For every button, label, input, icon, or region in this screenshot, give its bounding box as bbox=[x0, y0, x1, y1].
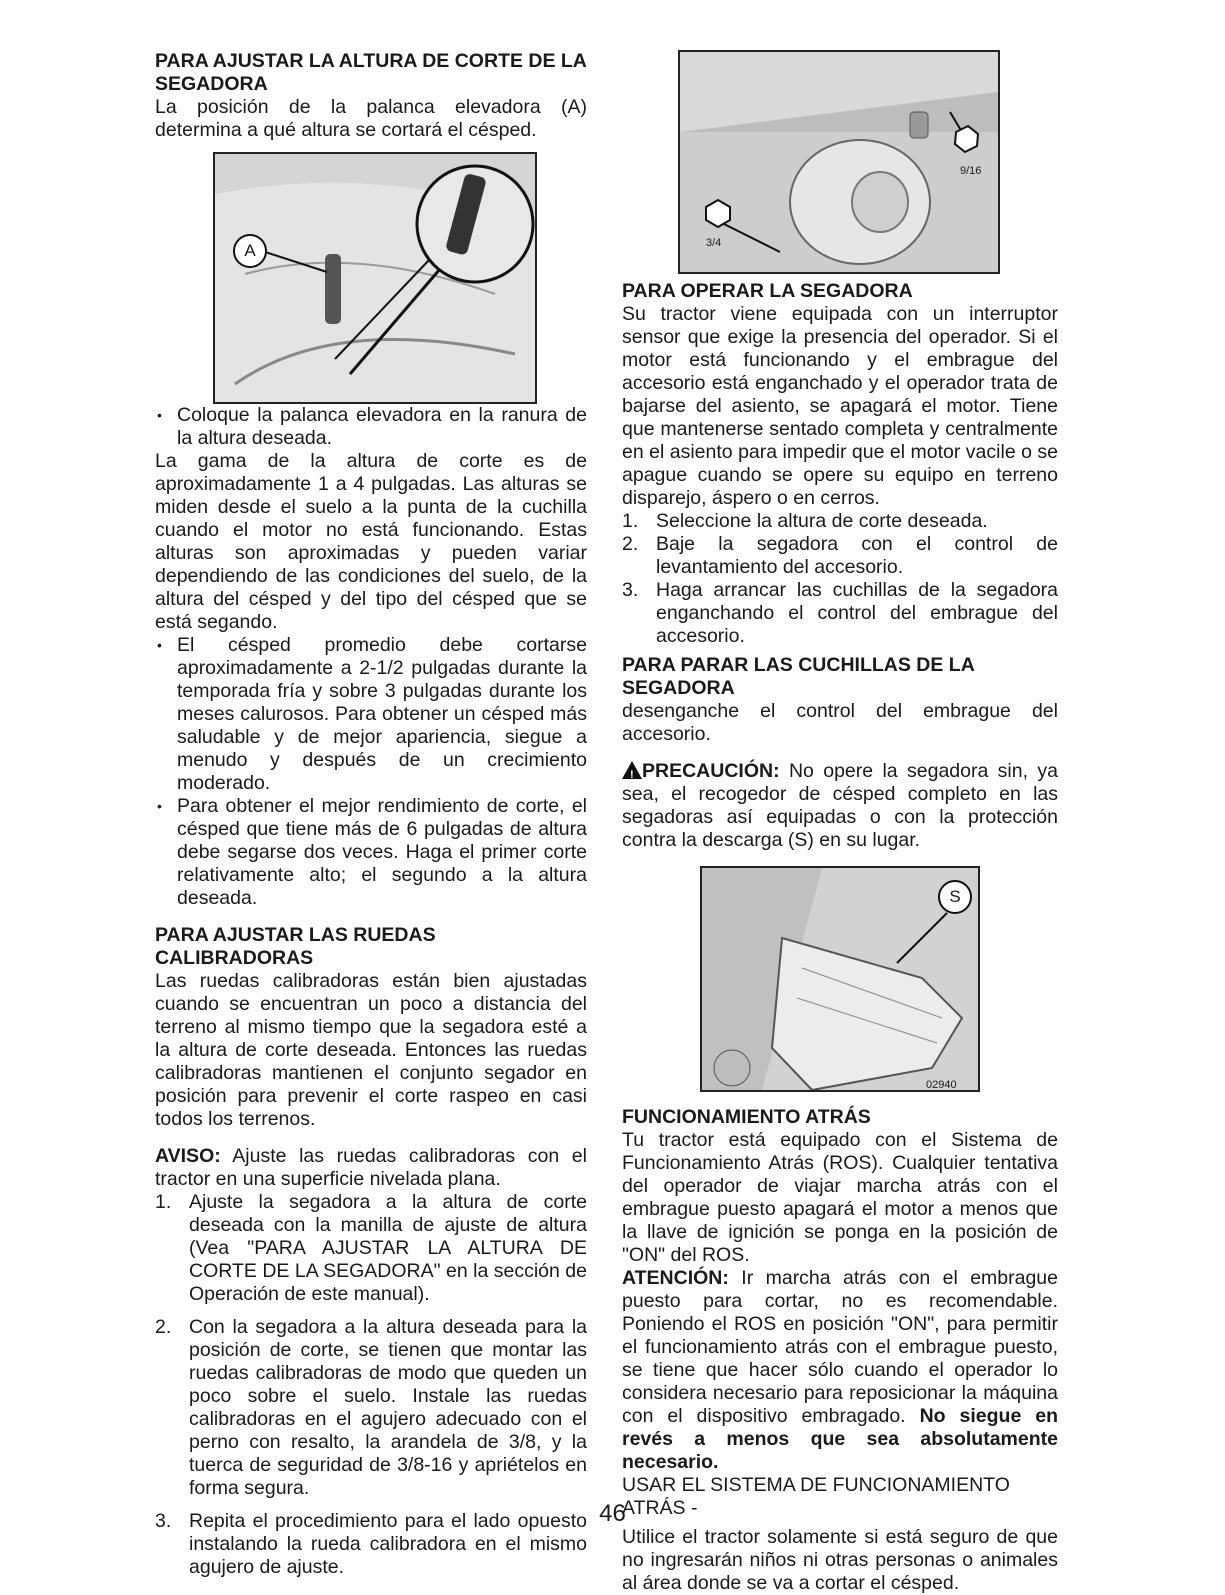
paragraph-gauge-wheels: Las ruedas calibradoras están bien ajustadas cuando se encuentran un poco a distancia del terreno al mismo tiempo que la segadora esté a la altura de corte deseada. Entonces las ruedas calibradoras mantienen el conjunto segador en posición para prevenir el corte raspeo en casi todos los terrenos. bbox=[155, 970, 587, 1130]
lift-lever-illustration bbox=[215, 154, 535, 402]
list-item bbox=[155, 1191, 587, 1306]
list-item bbox=[622, 510, 1058, 533]
step-number: 2. bbox=[622, 533, 639, 555]
step-number: 1. bbox=[622, 510, 639, 532]
step-text: Ajuste la segadora a la altura de corte deseada con la manilla de ajuste de altura (Vea "PARA AJUSTAR LA ALTURA DE CORTE DE LA SEGADORA" en la sección de Operación de este manual). bbox=[189, 1191, 587, 1305]
step-number: 3. bbox=[622, 579, 639, 601]
left-column bbox=[155, 50, 587, 1579]
figure-code: 02940 bbox=[926, 1079, 957, 1091]
paragraph-ros: Tu tractor está equipado con el Sistema de Funcionamiento Atrás (ROS). Cualquier tentativa del operador de viajar marcha atrás con el embrague puesto apagará el motor a menos que la llave de ignición se ponga en la posición de "ON" del ROS. bbox=[622, 1129, 1058, 1266]
list-item: • Coloque la palanca elevadora en la ranura de la altura deseada. bbox=[155, 404, 587, 450]
paragraph-height-range: La gama de la altura de corte es de aproximadamente 1 a 4 pulgadas. Las alturas se miden desde el suelo a la punta de la cuchilla cuando el motor no está funcionando. Estas alturas son aproximadas y pueden variar dependiendo de las condiciones del suelo, de la altura del césped y del tipo del césped que se está segando. bbox=[155, 450, 587, 633]
heading-operate-mower: PARA OPERAR LA SEGADORA bbox=[622, 280, 913, 302]
step-text: Repita el procedimiento para el lado opuesto instalando la rueda calibradora en el mismo agujero de ajuste. bbox=[189, 1510, 587, 1578]
step-text: Haga arrancar las cuchillas de la segadora enganchando el control del embrague del accesorio. bbox=[656, 579, 1058, 647]
attention-paragraph bbox=[622, 1267, 1058, 1474]
step-text: Seleccione la altura de corte deseada. bbox=[656, 510, 988, 532]
warning-triangle-icon: ! bbox=[622, 761, 642, 779]
callout-s: S bbox=[938, 880, 972, 914]
list-item: • Para obtener el mejor rendimiento de corte, el césped que tiene más de 6 pulgadas de altura debe segarse dos veces. Haga el primer corte relativamente alto; el segundo a la altura deseada. bbox=[155, 795, 587, 910]
paragraph-safety: Utilice el tractor solamente si está seguro de que no ingresarán niños ni otras personas o animales al área donde se va a cortar el césped. bbox=[622, 1526, 1058, 1594]
size-label-3-4: 3/4 bbox=[706, 237, 722, 249]
notice-paragraph bbox=[155, 1145, 587, 1191]
gauge-wheel-illustration bbox=[680, 52, 998, 272]
step-number: 1. bbox=[155, 1191, 172, 1213]
bullet-list-1 bbox=[155, 404, 587, 450]
step-text: Baje la segadora con el control de levantamiento del accesorio. bbox=[656, 533, 1058, 578]
heading-reverse-operation: FUNCIONAMIENTO ATRÁS bbox=[622, 1106, 871, 1128]
paragraph-use-ros: USAR EL SISTEMA DE FUNCIONAMIENTO ATRÁS - bbox=[622, 1474, 1010, 1519]
figure-gauge-wheel bbox=[678, 50, 1000, 274]
size-label-9-16: 9/16 bbox=[960, 165, 982, 177]
attention-bold: No siegue en revés a menos que sea absolutamente necesario. bbox=[622, 1405, 1058, 1473]
step-number: 2. bbox=[155, 1316, 172, 1338]
list-item bbox=[622, 579, 1058, 648]
paragraph-lever-position: La posición de la palanca elevadora (A) determina a qué altura se cortará el césped. bbox=[155, 96, 587, 141]
list-item bbox=[622, 533, 1058, 579]
heading-gauge-wheels: PARA AJUSTAR LAS RUEDAS CALIBRADORAS bbox=[155, 924, 436, 969]
attention-text: Ir marcha atrás con el embrague puesto para cortar, no es recomendable. Poniendo el ROS en posición "ON", para permitir el funcionamiento atrás con el embrague puesto, se tiene que hacer sólo cuando el operador lo considera necesario para reposicionar la máquina con el dispositivo embragado. bbox=[622, 1267, 1058, 1427]
heading-cut-height: PARA AJUSTAR LA ALTURA DE CORTE DE LA SEGADORA bbox=[155, 50, 587, 95]
list-item: • El césped promedio debe cortarse aproximadamente a 2-1/2 pulgadas durante la temporada fría y sobre 3 pulgadas durante los meses calurosos. Para obtener un césped más saludable y de mejor apariencia, siegue a menudo y después de un crecimiento moderado. bbox=[155, 634, 587, 795]
step-text: Con la segadora a la altura deseada para la posición de corte, se tienen que montar las ruedas calibradoras de modo que queden un poco sobre el suelo. Instale las ruedas calibradoras en el agujero adecuado con el perno con resalto, la arandela de 3/8, y la tuerca de seguridad de 3/8-16 y apriételos en forma segura. bbox=[189, 1316, 587, 1499]
callout-a: A bbox=[233, 234, 267, 268]
paragraph-operator-presence: Su tractor viene equipada con un interruptor sensor que exige la presencia del operador. Si el motor está funcionando y el embrague del accesorio está enganchado y el operador trata de bajarse del asiento, se apagará el motor. Tiene que mantenerse sentado completa y centralmente en el asiento para impedir que el motor vacile o se apague cuando se opere su equipo en terreno disparejo, áspero o en cerros. bbox=[622, 303, 1058, 509]
page-number: 46 bbox=[599, 1500, 626, 1527]
step-number: 3. bbox=[155, 1510, 172, 1532]
notice-label: AVISO: bbox=[155, 1145, 221, 1167]
attention-label: ATENCIÓN: bbox=[622, 1267, 729, 1289]
list-item bbox=[155, 1316, 587, 1500]
heading-stop-blades: PARA PARAR LAS CUCHILLAS DE LA SEGADORA bbox=[622, 654, 975, 699]
figure-lift-lever bbox=[213, 152, 537, 404]
figure-discharge-guard bbox=[700, 866, 980, 1092]
caution-text: No opere la segadora sin, ya sea, el recogedor de césped completo en las segadoras así equipadas o con la protección contra la descarga (S) en su lugar. bbox=[622, 760, 1058, 851]
operate-steps-list bbox=[622, 510, 1058, 648]
discharge-guard-illustration bbox=[702, 868, 978, 1090]
notice-text: Ajuste las ruedas calibradoras con el tractor en una superficie nivelada plana. bbox=[155, 1145, 587, 1190]
paragraph-stop-blades: desenganche el control del embrague del accesorio. bbox=[622, 700, 1058, 745]
caution-paragraph bbox=[622, 760, 1058, 852]
bullet-list-2 bbox=[155, 634, 587, 910]
caution-label: PRECAUCIÓN: bbox=[642, 760, 780, 782]
right-column bbox=[622, 50, 1058, 1595]
